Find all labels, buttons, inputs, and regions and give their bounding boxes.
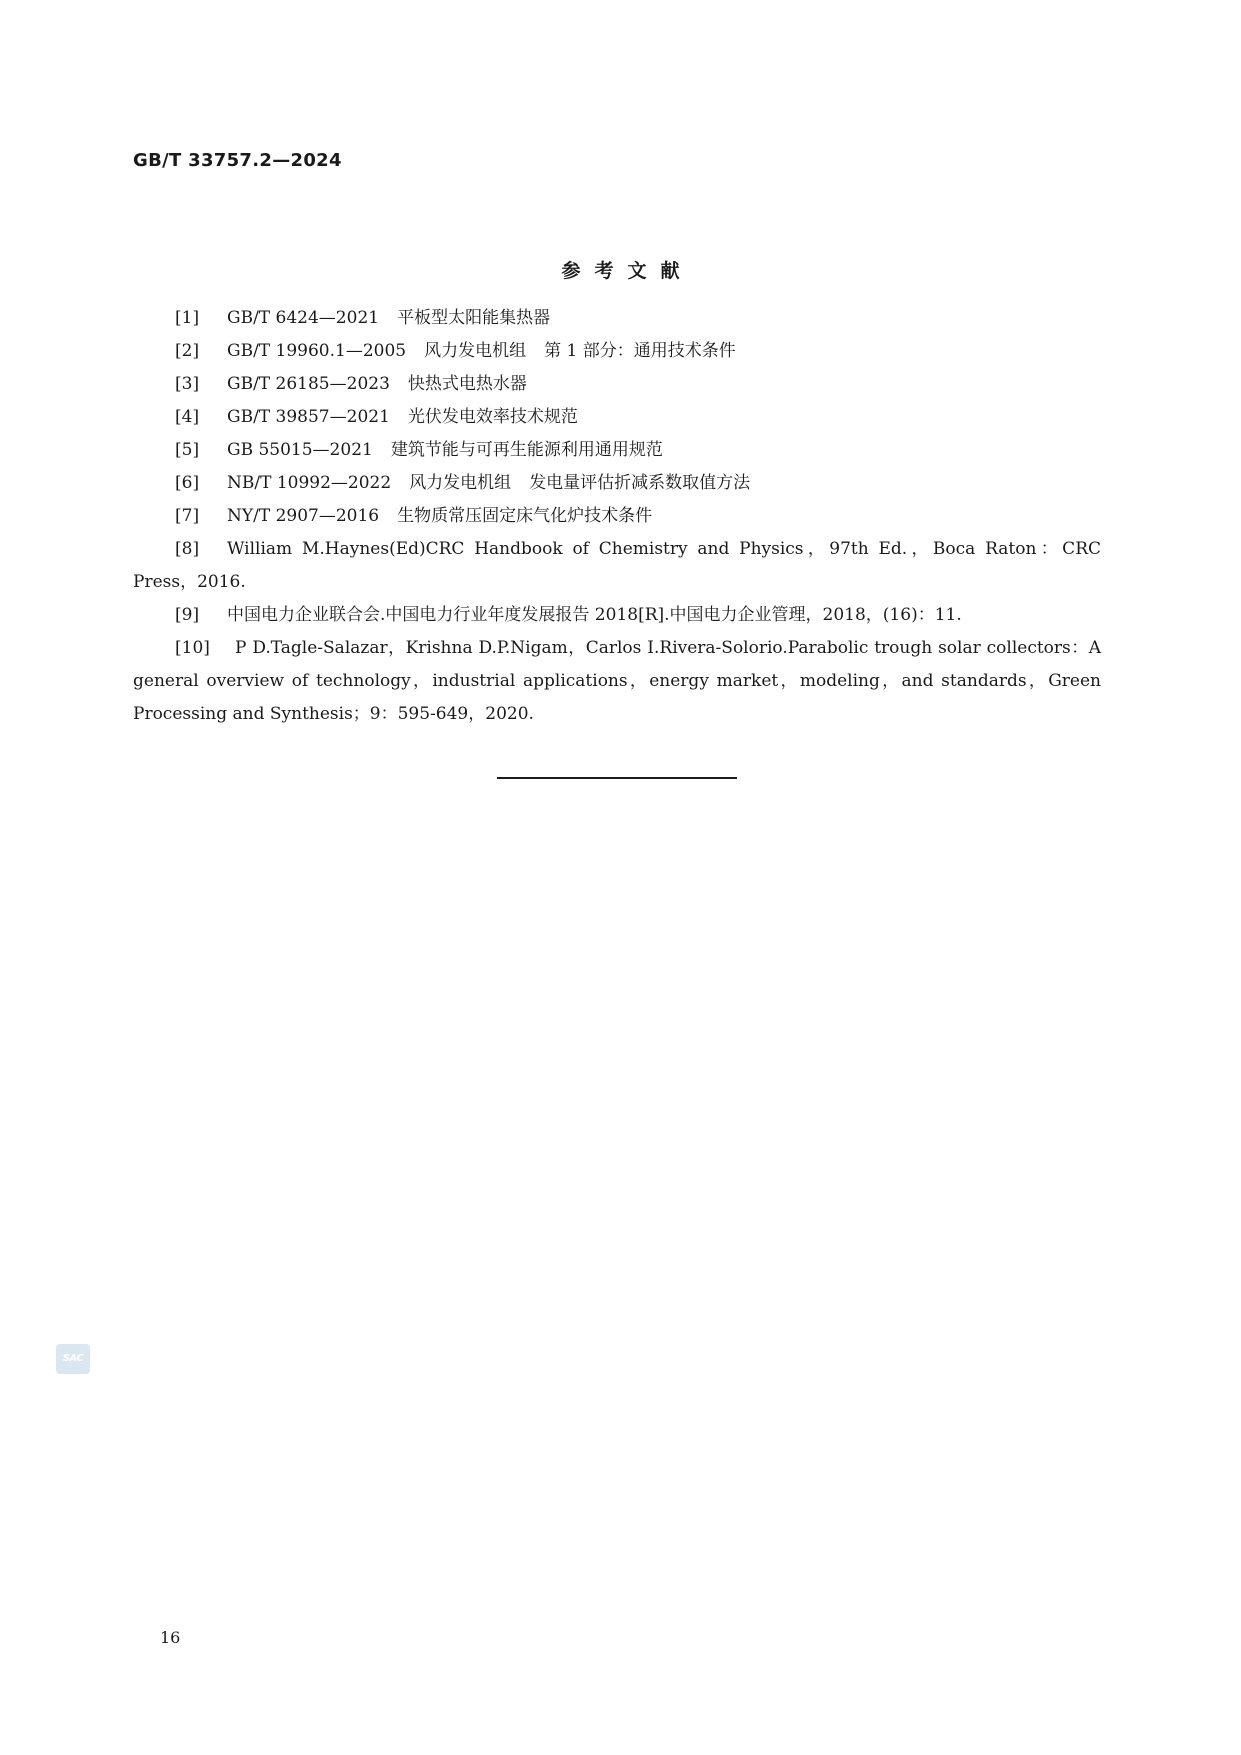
- reference-number: [9]: [175, 605, 200, 625]
- reference-number: [7]: [175, 506, 200, 526]
- reference-number: [10]: [175, 638, 210, 658]
- reference-item: [133, 335, 1101, 368]
- page-number: 16: [160, 1628, 181, 1647]
- reference-title: 平板型太阳能集热器: [397, 308, 551, 328]
- reference-number: [4]: [175, 407, 200, 427]
- reference-code: GB 55015—2021: [227, 440, 373, 460]
- section-title: 参考文献: [561, 260, 694, 282]
- reference-title: 风力发电机组: [409, 473, 512, 493]
- reference-item: [133, 368, 1101, 401]
- reference-number: [2]: [175, 341, 200, 361]
- end-rule-divider: [497, 777, 737, 779]
- reference-item: [133, 533, 1101, 599]
- reference-title: 风力发电机组: [424, 341, 527, 361]
- reference-item: [133, 500, 1101, 533]
- reference-list: [133, 302, 1101, 731]
- reference-item: [133, 632, 1101, 731]
- reference-code: GB/T 39857—2021: [227, 407, 390, 427]
- reference-code: NB/T 10992—2022: [227, 473, 392, 493]
- reference-item: [133, 302, 1101, 335]
- reference-title: 快热式电热水器: [407, 374, 527, 394]
- reference-number: [5]: [175, 440, 200, 460]
- reference-item: [133, 434, 1101, 467]
- reference-subtitle: 第 1 部分：通用技术条件: [544, 341, 736, 361]
- reference-text: P D.Tagle-Salazar，Krishna D.P.Nigam，Carlos I.Rivera-Solorio.Parabolic trough solar collectors：A general overview of technology，industrial applications，energy market，modeling，and standards，Green Processing and Synthesis；9：595-649，2020.: [133, 638, 1101, 724]
- reference-code: GB/T 6424—2021: [227, 308, 380, 328]
- reference-title: 建筑节能与可再生能源利用通用规范: [390, 440, 663, 460]
- reference-item: [133, 401, 1101, 434]
- reference-text: William M.Haynes(Ed)CRC Handbook of Chemistry and Physics，97th Ed.，Boca Raton：CRC Press，2016.: [133, 539, 1101, 592]
- reference-code: GB/T 19960.1—2005: [227, 341, 407, 361]
- reference-number: [6]: [175, 473, 200, 493]
- page-header-standard-code: GB/T 33757.2—2024: [133, 150, 342, 171]
- reference-code: GB/T 26185—2023: [227, 374, 390, 394]
- sac-watermark-logo: SAC: [56, 1344, 90, 1374]
- reference-title: 生物质常压固定床气化炉技术条件: [397, 506, 653, 526]
- reference-item: [133, 467, 1101, 500]
- reference-text: 中国电力企业联合会.中国电力行业年度发展报告 2018[R].中国电力企业管理，2018，(16)：11.: [227, 605, 962, 625]
- reference-number: [8]: [175, 539, 200, 559]
- reference-code: NY/T 2907—2016: [227, 506, 380, 526]
- reference-title: 光伏发电效率技术规范: [407, 407, 578, 427]
- reference-number: [3]: [175, 374, 200, 394]
- reference-subtitle: 发电量评估折减系数取值方法: [529, 473, 751, 493]
- reference-number: [1]: [175, 308, 200, 328]
- reference-item: [133, 599, 1101, 632]
